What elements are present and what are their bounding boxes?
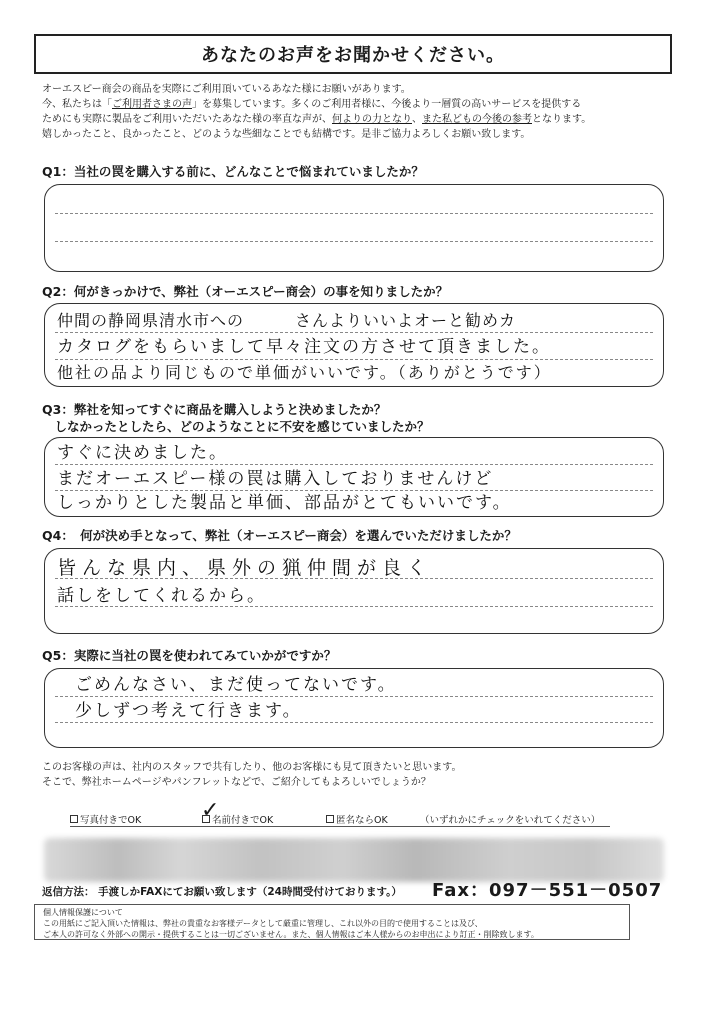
page-title-text: あなたのお声をお聞かせください。 <box>201 45 505 66</box>
q3-handwritten-line-1: すぐに決めました。 <box>57 443 228 463</box>
q1-answer-box[interactable] <box>44 184 664 272</box>
intro-line-3-c: となります。 <box>532 114 592 125</box>
q1-question: Q1：当社の罠を購入する前に、どんなことで悩まれていましたか？ <box>42 164 424 179</box>
intro-line-2-a: 今、私たちは「 <box>42 99 112 110</box>
intro-line-1: オーエスピー商会の商品を実際にご利用頂いているあなた様にお願いがあります。 <box>42 84 411 95</box>
return-method: 返信方法： 手渡しかFAXにてお願い致します（24時間受付けております。） <box>42 886 402 898</box>
answer-rule <box>55 332 653 333</box>
check-anonymous-label: 匿名ならOK <box>336 815 388 826</box>
intro-line-4: 嬉しかったこと、良かったこと、どのような些細なことでも結構です。是非ご協力よろしくお願い致します。 <box>42 129 531 140</box>
checkmark-icon: ✓ <box>201 798 220 823</box>
answer-rule <box>55 490 653 491</box>
answer-rule <box>55 213 653 214</box>
intro-line-2-b: 」を募集しています。多くのご利用者様に、今後より一層質の高いサービスを提供する <box>192 99 582 110</box>
q3-question-line-2: しなかったとしたら、どのようなことに不安を感じていましたか？ <box>42 419 430 434</box>
q3-answer-box[interactable] <box>44 437 664 517</box>
check-name-ok[interactable] <box>201 798 274 826</box>
intro-line-3-b: 、 <box>412 114 422 125</box>
privacy-line-2: ご本人の許可なく外部への開示・提供することは一切ございません。また、個人情報はご本人様からのお申出により訂正・削除致します。 <box>43 930 539 939</box>
q4-handwritten-line-1: 皆んな県内、県外の猟仲間が良く <box>57 557 433 579</box>
q5-answer-box[interactable] <box>44 668 664 748</box>
check-instruction-text: （いずれかにチェックをいれてください） <box>420 815 601 826</box>
intro-line-2-underlined: ご利用者さまの声 <box>112 99 192 110</box>
q2-handwritten-line-1: 仲間の静岡県清水市への さんよりいいよオーと勧めカ <box>57 311 517 330</box>
consent-line-1: このお客様の声は、社内のスタッフで共有したり、他のお客様にも見て頂きたいと思います。 <box>42 762 462 773</box>
privacy-line-1: この用紙にご記入頂いた情報は、弊社の貴重なお客様データとして厳重に管理し、これ以外の目的で使用することは及び、 <box>43 919 483 928</box>
intro-line-3-a: ためにも実際に製品をご利用いただいたあなた様の率直な声が、 <box>42 114 332 125</box>
intro-line-3-underlined-2: また私どもの今後の参考 <box>422 114 532 125</box>
q5-question: Q5：実際に当社の罠を使われてみていかがですか？ <box>42 648 337 663</box>
q4-handwritten-line-2: 話しをしてくれるから。 <box>57 586 266 606</box>
q4-question: Q4： 何が決め手となって、弊社（オーエスピー商会）を選んでいただけましたか？ <box>42 528 517 543</box>
fax-number: Fax：097－551－0507 <box>432 880 663 901</box>
checkbox-photo[interactable] <box>70 815 78 823</box>
q5-handwritten-line-2: 少しずつ考えて行きます。 <box>75 701 302 721</box>
q4-answer-box[interactable] <box>44 548 664 634</box>
consent-text <box>42 760 682 790</box>
answer-rule <box>55 722 653 723</box>
intro-line-2 <box>42 97 682 112</box>
privacy-heading: 個人情報保護について <box>43 908 123 917</box>
checkbox-anonymous[interactable] <box>326 815 334 823</box>
answer-rule <box>55 359 653 360</box>
q3-handwritten-line-3: しっかりとした製品と単価、部品がとてもいいです。 <box>57 493 512 513</box>
q2-question: Q2：何がきっかけで、弊社（オーエスピー商会）の事を知りましたか？ <box>42 284 449 299</box>
publication-checkboxes <box>70 798 610 828</box>
intro-line-3-underlined-1: 何よりの力となり <box>332 114 412 125</box>
intro-text <box>42 82 682 142</box>
q5-handwritten-line-1: ごめんなさい、まだ使ってないです。 <box>75 675 397 695</box>
q3-handwritten-line-2: まだオーエスピー様の罠は購入しておりませんけど <box>57 469 494 489</box>
answer-rule <box>55 696 653 697</box>
check-instruction <box>420 812 600 826</box>
page-title <box>34 34 672 74</box>
q3-question-line-1: Q3：弊社を知ってすぐに商品を購入しようと決めましたか？ <box>42 402 387 417</box>
intro-line-3 <box>42 112 682 127</box>
checks-underline <box>70 826 610 827</box>
consent-line-2: そこで、弊社ホームページやパンフレットなどで、ご紹介してもよろしいでしょうか？ <box>42 777 431 788</box>
answer-rule <box>55 464 653 465</box>
q2-handwritten-line-3: 他社の品より同じもので単価がいいです。（ありがとうです） <box>57 363 552 382</box>
q2-answer-box[interactable] <box>44 303 664 387</box>
check-name-label: 名前付きでOK <box>212 815 274 826</box>
check-anonymous-ok[interactable] <box>326 812 388 826</box>
check-photo-ok[interactable] <box>70 812 141 826</box>
answer-rule <box>55 241 653 242</box>
privacy-notice <box>34 904 630 940</box>
checkbox-name[interactable] <box>201 798 220 823</box>
q2-handwritten-line-2: カタログをもらいまして早々注文の方させて頂きました。 <box>57 337 551 357</box>
check-photo-label: 写真付きでOK <box>80 815 142 826</box>
